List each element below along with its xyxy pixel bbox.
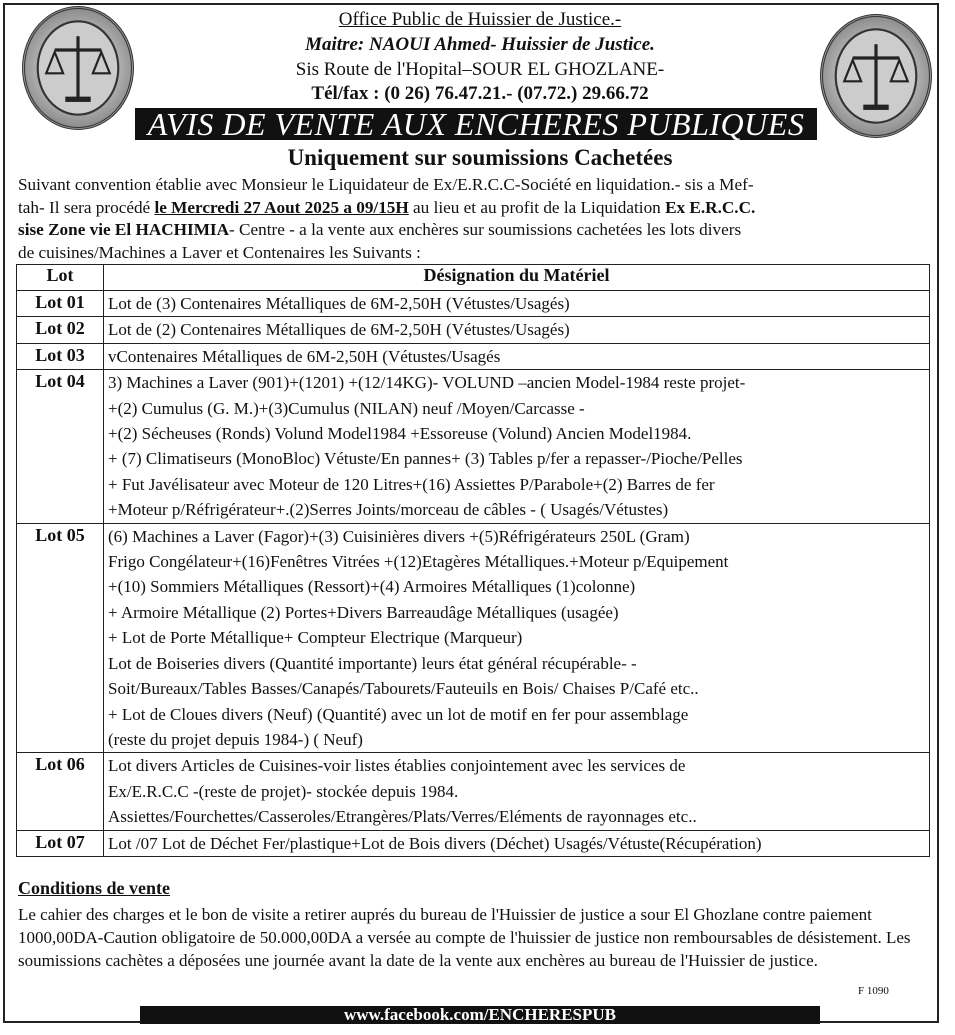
designation-line: Lot de (2) Contenaires Métalliques de 6M-2,50H (Vétustes/Usagés): [108, 320, 570, 340]
designation-line: +Moteur p/Réfrigérateur+.(2)Serres Joints/morceau de câbles - ( Usagés/Vétustes): [108, 500, 669, 520]
table-header-row: [17, 265, 930, 291]
lots-table: [16, 264, 930, 857]
lot-number: Lot 02: [17, 317, 104, 343]
designation-line: vContenaires Métalliques de 6M-2,50H (Vétustes/Usagés: [108, 346, 501, 366]
designation-line: (reste du projet depuis 1984-) ( Neuf): [108, 729, 363, 749]
notice-subtitle: Uniquement sur soumissions Cachetées: [287, 145, 673, 170]
lot-number: Lot 04: [17, 370, 104, 523]
table-row: [17, 317, 930, 343]
lot-designation: [104, 317, 930, 343]
table-row: [17, 830, 930, 856]
designation-line: 3) Machines a Laver (901)+(1201) +(12/14KG)- VOLUND –ancien Model-1984 reste projet-: [108, 373, 746, 393]
designation-line: Frigo Congélateur+(16)Fenêtres Vitrées +(12)Etagères Métalliques.+Moteur p/Equipement: [108, 552, 729, 572]
company-name: Ex E.R.C.C.: [665, 197, 756, 217]
office-name: Office Public de Huissier de Justice.-: [338, 9, 622, 30]
lot-designation: [104, 753, 930, 830]
conditions-title: Conditions de vente: [18, 878, 171, 898]
lot-designation: [104, 291, 930, 317]
lot-designation: [104, 370, 930, 523]
designation-line: Ex/E.R.C.C -(reste de projet)- stockée depuis 1984.: [108, 781, 459, 801]
designation-line: Lot divers Articles de Cuisines-voir listes établies conjointement avec les services de: [108, 756, 686, 776]
designation-line: +(10) Sommiers Métalliques (Ressort)+(4) Armoires Métalliques (1)colonne): [108, 577, 636, 597]
designation-line: (6) Machines a Laver (Fagor)+(3) Cuisinières divers +(5)Réfrigérateurs 250L (Gram): [108, 526, 690, 546]
table-row: [17, 291, 930, 317]
designation-line: + Armoire Métallique (2) Portes+Divers Barreaudâge Métalliques (usagée): [108, 602, 619, 622]
table-row: [17, 343, 930, 369]
designation-line: Assiettes/Fourchettes/Casseroles/Etrangères/Plats/Verres/Eléments de rayonnages etc..: [108, 807, 697, 827]
lot-designation: [104, 343, 930, 369]
office-phone: Tél/fax : (0 26) 76.47.21.- (07.72.) 29.66.72: [311, 83, 649, 104]
col-designation-header: Désignation du Matériel: [104, 265, 930, 291]
conditions-text: Le cahier des charges et le bon de visite a retirer auprés du bureau de l'Huissier de justice a sour El Ghozlane contre paiement 1000,00DA-Caution obligatoire de 50.000,00DA a versée au compte de l'huissier de justice non remboursables de désistement. Les soumissions cachètes a déposées une journée avant la date de la vente aux enchères au bureau de l'Huissier de justice.: [18, 905, 911, 970]
designation-line: +(2) Sécheuses (Ronds) Volund Model1984 +Essoreuse (Volund) Ancien Model1984.: [108, 424, 692, 444]
designation-line: + Lot de Cloues divers (Neuf) (Quantité) avec un lot de motif en fer pour assemblage: [108, 704, 689, 724]
designation-line: Lot /07 Lot de Déchet Fer/plastique+Lot de Bois divers (Déchet) Usagés/Vétuste(Récupération): [108, 833, 762, 853]
lot-designation: [104, 523, 930, 753]
sale-date: le Mercredi 27 Aout 2025 a 09/15H: [154, 197, 409, 217]
lot-number: Lot 06: [17, 753, 104, 830]
designation-line: Lot de (3) Contenaires Métalliques de 6M-2,50H (Vétustes/Usagés): [108, 294, 570, 313]
lot-number: Lot 05: [17, 523, 104, 753]
table-row: [17, 523, 930, 753]
designation-line: + Fut Javélisateur avec Moteur de 120 Litres+(16) Assiettes P/Parabole+(2) Barres de fer: [108, 474, 715, 494]
lot-number: Lot 03: [17, 343, 104, 369]
intro-line-4: de cuisines/Machines a Laver et Contenaires les Suivants :: [18, 242, 421, 262]
designation-line: Lot de Boiseries divers (Quantité importante) leurs état général récupérable- -: [108, 653, 637, 673]
justice-seal-left-icon: [22, 6, 134, 130]
designation-line: + Lot de Porte Métallique+ Compteur Electrique (Marqueur): [108, 628, 523, 648]
designation-line: +(2) Cumulus (G. M.)+(3)Cumulus (NILAN) neuf /Moyen/Carcasse -: [108, 398, 585, 418]
table-row: [17, 370, 930, 523]
reference-number: F 1090: [858, 985, 889, 997]
table-row: [17, 753, 930, 830]
intro-line-3: [18, 219, 930, 242]
lot-number: Lot 01: [17, 291, 104, 317]
col-lot-header: Lot: [17, 265, 104, 291]
lot-designation: [104, 830, 930, 856]
lot-number: Lot 07: [17, 830, 104, 856]
intro-line-2: [18, 197, 930, 220]
notice-banner: AVIS DE VENTE AUX ENCHERES PUBLIQUES: [135, 108, 817, 140]
intro-line-1: Suivant convention établie avec Monsieur le Liquidateur de Ex/E.R.C.C-Société en liquidation.- sis a Mef-: [18, 175, 754, 194]
sale-location: sise Zone vie El HACHIMIA: [18, 220, 230, 239]
maitre-name: Maitre: NAOUI Ahmed- Huissier de Justice.: [305, 34, 655, 55]
designation-line: Soit/Bureaux/Tables Basses/Canapés/Tabourets/Fauteuils en Bois/ Chaises P/Café etc..: [108, 679, 699, 699]
intro-text: tah- Il sera procédé: [18, 197, 155, 217]
footer-link[interactable]: www.facebook.com/ENCHERESPUB: [140, 1006, 820, 1024]
intro-text: au lieu et au profit de la Liquidation: [408, 197, 666, 217]
office-address: Sis Route de l'Hopital–SOUR EL GHOZLANE-: [295, 59, 665, 80]
designation-line: + (7) Climatiseurs (MonoBloc) Vétuste/En pannes+ (3) Tables p/fer a repasser-/Pioche/Pelles: [108, 449, 743, 469]
justice-seal-right-icon: [820, 14, 932, 138]
intro-text: - Centre - a la vente aux enchères sur soumissions cachetées les lots divers: [229, 220, 742, 239]
intro-paragraph: [18, 174, 930, 264]
